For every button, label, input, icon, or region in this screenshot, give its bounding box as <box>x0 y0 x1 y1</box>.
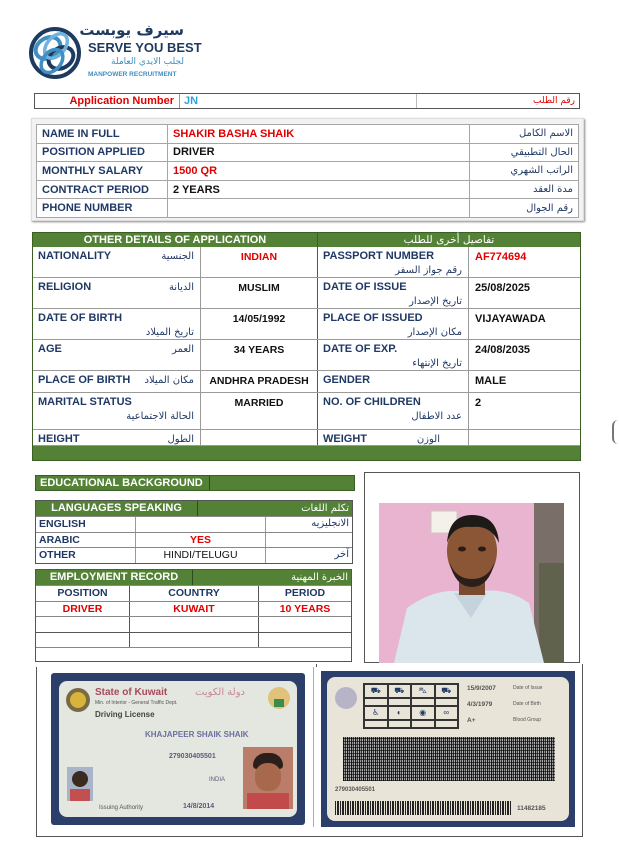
language-level[interactable] <box>135 517 266 532</box>
label-blood-group: Blood Group <box>513 717 542 723</box>
field-label-ar: الحال التطبيقي <box>470 143 579 162</box>
field-label-ar: الاسم الكامل <box>470 125 579 144</box>
left-field-label: NATIONALITY <box>38 250 112 262</box>
other-details-row <box>33 278 580 309</box>
other-details-row <box>33 340 580 371</box>
licence-blood-group: A+ <box>467 717 476 724</box>
basic-info-row <box>37 143 579 162</box>
left-field-value[interactable]: MARRIED <box>201 393 318 429</box>
left-field-label-ar: الجنسية <box>161 251 194 262</box>
right-field-label: GENDER <box>323 374 371 386</box>
field-label-ar: الراتب الشهري <box>470 162 579 181</box>
right-field-value[interactable] <box>469 430 580 445</box>
other-details-table <box>32 232 581 461</box>
employment-header <box>36 570 351 585</box>
left-field-value[interactable]: 14/05/1992 <box>201 309 318 339</box>
employment-row <box>36 601 351 617</box>
employment-record-table <box>35 569 352 662</box>
basic-info-row <box>37 180 579 199</box>
right-field-label: DATE OF ISSUE <box>323 281 407 293</box>
right-field-label: NO. OF CHILDREN <box>323 396 421 408</box>
language-level[interactable]: HINDI/TELUGU <box>135 548 266 563</box>
language-name: OTHER <box>39 549 76 561</box>
column-header-country: COUNTRY <box>130 586 259 601</box>
field-label: CONTRACT PERIOD <box>37 180 168 199</box>
field-value[interactable] <box>168 199 470 218</box>
employment-column-headers <box>36 585 351 601</box>
right-field-label: DATE OF EXP. <box>323 343 398 355</box>
field-label: PHONE NUMBER <box>37 199 168 218</box>
other-details-row <box>33 247 580 278</box>
field-label: POSITION APPLIED <box>37 143 168 162</box>
licence-serial: 11482185 <box>517 805 546 812</box>
linear-barcode <box>335 801 511 815</box>
label-date-of-birth: Date of Birth <box>513 701 541 707</box>
application-number-label-ar: رقم الطلب <box>533 96 575 106</box>
licence-number: 279030405501 <box>169 753 216 760</box>
licence-nationality: INDIA <box>209 777 226 783</box>
driving-licence-front <box>51 673 305 825</box>
left-field-value[interactable]: MUSLIM <box>201 278 318 308</box>
employment-row-empty <box>36 647 351 663</box>
language-row <box>36 516 352 532</box>
left-field-label: HEIGHT <box>38 433 80 445</box>
right-field-label: WEIGHT <box>323 433 367 445</box>
basic-info-row <box>37 199 579 218</box>
basic-info-row <box>37 162 579 181</box>
application-number-label: Application Number <box>35 94 180 108</box>
language-row <box>36 532 352 548</box>
left-field-value[interactable]: ANDHRA PRADESH <box>201 371 318 392</box>
right-field-label: PASSPORT NUMBER <box>323 250 435 262</box>
employment-title-ar: الخبرة المهنية <box>291 572 348 583</box>
right-field-label: PLACE OF ISSUED <box>323 312 423 324</box>
vehicle-icon: ⛟ <box>388 684 412 698</box>
knot-logo-icon <box>28 26 82 80</box>
licence-photo-small <box>67 767 93 801</box>
left-field-label-ar: الديانة <box>168 282 194 293</box>
right-field-label-ar: مكان الإصدار <box>407 327 462 338</box>
label-date-of-issue: Date of Issue <box>513 685 543 691</box>
gcc-emblem-icon <box>65 687 91 713</box>
other-details-title: OTHER DETAILS OF APPLICATION <box>33 233 318 247</box>
applicant-photo-frame <box>364 472 580 663</box>
language-name-ar: آخر <box>334 549 349 560</box>
company-logo <box>28 21 202 84</box>
hologram-icon <box>335 687 357 709</box>
licence-holder-name: KHAJAPEER SHAIK SHAIK <box>145 730 249 739</box>
header-divider <box>209 476 210 490</box>
basic-info-panel <box>31 118 584 221</box>
left-field-label-ar: الطول <box>167 434 194 445</box>
logo-arabic-subtitle: لجلب الايدي العاملة <box>111 57 184 67</box>
column-header-position: POSITION <box>36 586 130 601</box>
left-field-label: MARITAL STATUS <box>38 396 132 408</box>
driving-licence-back <box>321 671 575 827</box>
educational-background-title: EDUCATIONAL BACKGROUND <box>40 477 203 489</box>
languages-header <box>36 501 352 516</box>
left-field-value[interactable]: INDIAN <box>201 247 318 277</box>
column-header-period: PERIOD <box>284 587 326 599</box>
vehicle-icon: ⛍ <box>411 684 435 698</box>
other-details-title-ar: تفاصيل أخرى للطلب <box>318 233 580 247</box>
left-field-value[interactable]: 34 YEARS <box>201 340 318 370</box>
right-field-value[interactable]: 25/08/2025 <box>475 282 531 294</box>
field-label: NAME IN FULL <box>37 125 168 144</box>
employment-position: DRIVER <box>36 602 130 617</box>
vehicle-icon: ⛟ <box>364 684 388 698</box>
left-field-label-ar: العمر <box>172 344 194 355</box>
driving-licence-images <box>36 667 583 837</box>
other-details-row <box>33 371 580 393</box>
right-field-label-ar: رقم جواز السفر <box>395 265 462 276</box>
languages-table <box>35 500 353 564</box>
left-field-label-ar: تاريخ الميلاد <box>145 327 194 338</box>
application-number-row <box>34 93 580 109</box>
left-field-value[interactable] <box>201 430 318 445</box>
other-details-footer-bar <box>33 446 580 460</box>
licence-country-en: State of Kuwait <box>95 687 168 698</box>
right-field-value[interactable]: VIJAYAWADA <box>475 313 546 325</box>
language-row <box>36 547 352 563</box>
licence-date: 14/8/2014 <box>183 803 215 810</box>
field-value[interactable]: 2 YEARS <box>168 180 470 199</box>
ear-icon: ◐ <box>388 706 412 720</box>
licence-back-number: 279030405501 <box>335 787 376 793</box>
field-value[interactable]: 1500 QR <box>168 162 470 181</box>
educational-background-header <box>35 475 355 491</box>
card-divider <box>313 667 314 827</box>
applicant-photo <box>379 503 564 663</box>
left-field-label-ar: الحالة الاجتماعية <box>126 411 194 422</box>
left-field-label: PLACE OF BIRTH <box>38 374 131 386</box>
left-field-label: AGE <box>38 343 62 355</box>
licence-ministry: Min. of Interior - General Traffic Dept. <box>95 700 178 706</box>
left-field-label-ar: مكان الميلاد <box>144 375 194 386</box>
field-value[interactable]: SHAKIR BASHA SHAIK <box>168 125 470 144</box>
eye-icon: ◉ <box>411 706 435 720</box>
right-field-value[interactable]: 2 <box>475 397 482 409</box>
employment-row-empty <box>36 632 351 648</box>
field-value[interactable]: DRIVER <box>168 143 470 162</box>
right-field-label-ar: الوزن <box>416 434 440 445</box>
basic-info-row <box>37 125 579 144</box>
other-details-row <box>33 309 580 340</box>
application-number-value[interactable]: JN <box>180 94 417 108</box>
language-level[interactable]: YES <box>135 533 266 548</box>
basic-info-table <box>36 124 579 218</box>
employment-country: KUWAIT <box>130 602 259 617</box>
right-field-label-ar: تاريخ الإصدار <box>409 296 462 307</box>
vehicle-category-grid <box>363 683 459 729</box>
right-field-value[interactable]: AF774694 <box>475 251 527 263</box>
right-field-value[interactable]: 24/08/2035 <box>475 344 531 356</box>
field-label: MONTHLY SALARY <box>37 162 168 181</box>
licence-type: Driving License <box>95 710 155 719</box>
vehicle-icon: ⛟ <box>435 684 459 698</box>
language-name: ARABIC <box>39 533 80 546</box>
right-field-label-ar: عدد الاطفال <box>411 411 462 422</box>
kuwait-emblem-icon <box>267 685 291 711</box>
licence-country-ar: دولة الكويت <box>195 687 245 698</box>
logo-arabic-name: سيرف يوبست <box>79 21 184 39</box>
employment-row-empty <box>36 616 351 632</box>
field-label-ar: مدة العقد <box>470 180 579 199</box>
glasses-icon: ∞ <box>435 706 459 720</box>
employment-period: 10 YEARS <box>279 602 331 615</box>
wheelchair-icon: ♿ <box>364 706 388 720</box>
logo-english-name: SERVE YOU BEST <box>88 40 202 55</box>
languages-title-ar: تكلم اللغات <box>301 503 349 514</box>
field-label-ar: رقم الجوال <box>470 199 579 218</box>
licence-date-of-issue: 15/9/2007 <box>467 685 496 692</box>
left-field-label: RELIGION <box>38 281 92 293</box>
other-details-row <box>33 430 580 446</box>
logo-english-subtitle: MANPOWER RECRUITMENT <box>88 71 177 78</box>
right-field-value[interactable]: MALE <box>475 375 507 387</box>
language-name-ar: الانجليزيه <box>311 518 349 529</box>
left-field-label: DATE OF BIRTH <box>38 312 123 324</box>
licence-date-of-birth: 4/3/1979 <box>467 701 493 708</box>
language-name: ENGLISH <box>39 518 86 530</box>
other-details-row <box>33 393 580 430</box>
languages-title: LANGUAGES SPEAKING <box>36 501 198 516</box>
page-edge-mark <box>612 420 618 444</box>
licence-photo-large <box>243 747 293 809</box>
pdf417-barcode <box>343 737 555 781</box>
licence-issuing-authority: Issuing Authority <box>99 805 144 811</box>
employment-title: EMPLOYMENT RECORD <box>36 570 193 585</box>
right-field-label-ar: تاريخ الإنتهاء <box>412 358 462 369</box>
